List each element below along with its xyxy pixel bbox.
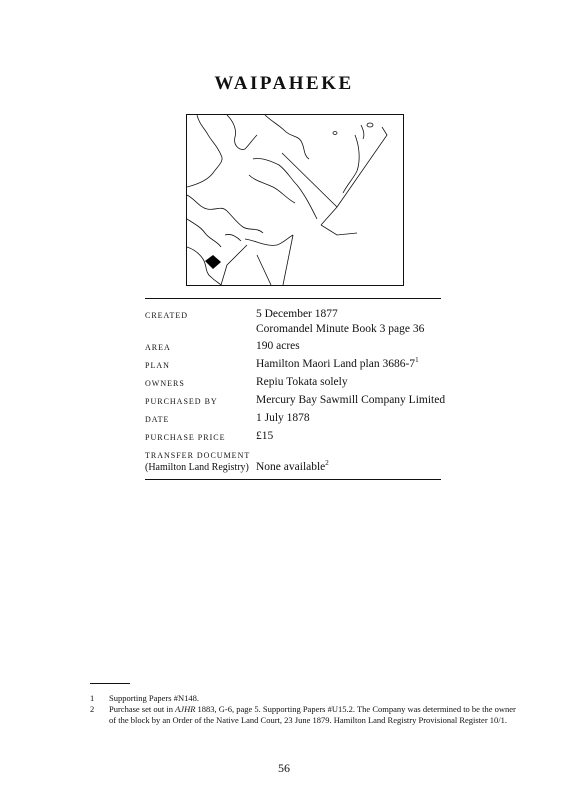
coastline xyxy=(343,135,359,193)
area-label: AREA xyxy=(145,343,171,352)
page-title: WAIPAHEKE xyxy=(214,73,354,94)
created-value: 5 December 1877 xyxy=(256,308,338,320)
purchase-price-value: £15 xyxy=(256,430,274,442)
block-boundary xyxy=(321,225,357,235)
coastline xyxy=(361,125,364,139)
transfer-registry-label: (Hamilton Land Registry) xyxy=(145,462,249,473)
owners-label: OWNERS xyxy=(145,379,185,388)
date-value: 1 July 1878 xyxy=(256,412,310,424)
island xyxy=(333,132,337,135)
date-label: DATE xyxy=(145,415,170,424)
purchase-price-label: PURCHASE PRICE xyxy=(145,433,226,442)
block-boundary xyxy=(282,153,337,225)
created-minute-book: Coromandel Minute Book 3 page 36 xyxy=(256,323,425,335)
transfer-text: None available xyxy=(256,461,326,473)
plan-value xyxy=(256,358,419,370)
coastline xyxy=(187,219,221,247)
area-value: 190 acres xyxy=(256,340,300,352)
land-boundary xyxy=(249,175,295,203)
footnote-text: Purchase set out in AJHR 1883, G-6, page 5. Supporting Papers #U15.2. The Company was determined to be the owner of the block by an Order of the Native Land Court, 23 June 1879. Hamilton Land Registry Provisional Register 10/1. xyxy=(109,704,516,725)
table-top-rule xyxy=(145,298,441,299)
block-boundary xyxy=(257,255,271,285)
transfer-document-value xyxy=(256,461,329,473)
footnote-number: 2 xyxy=(90,704,95,714)
land-boundary xyxy=(253,158,317,219)
block-boundary xyxy=(221,245,247,285)
transfer-document-label: TRANSFER DOCUMENT xyxy=(145,451,251,460)
block-boundary xyxy=(283,235,293,285)
map-drawing xyxy=(187,115,403,285)
coastline xyxy=(265,115,309,159)
plan-label: PLAN xyxy=(145,361,170,370)
block-boundary xyxy=(337,127,387,207)
footnote-text: Supporting Papers #N148. xyxy=(109,693,199,703)
coastline xyxy=(227,115,257,149)
coastline xyxy=(225,234,241,241)
journal-abbreviation: AJHR xyxy=(175,704,196,714)
coastline xyxy=(187,115,222,187)
footnote-ref-2: 2 xyxy=(325,459,329,467)
footnote-ref-1: 1 xyxy=(415,356,419,364)
purchased-by-label: PURCHASED BY xyxy=(145,397,218,406)
purchased-by-value: Mercury Bay Sawmill Company Limited xyxy=(256,394,446,406)
page-number: 56 xyxy=(278,761,290,775)
table-bottom-rule xyxy=(145,479,441,480)
island xyxy=(367,123,373,127)
location-map xyxy=(186,114,404,286)
coastline xyxy=(187,195,263,233)
created-label: CREATED xyxy=(145,311,188,320)
footnote-rule xyxy=(90,683,130,684)
block-boundary xyxy=(245,235,293,245)
owners-value: Repiu Tokata solely xyxy=(256,376,348,388)
footnote-number: 1 xyxy=(90,693,95,703)
waipaheke-block-marker xyxy=(205,255,221,269)
plan-text: Hamilton Maori Land plan 3686-7 xyxy=(256,358,416,370)
